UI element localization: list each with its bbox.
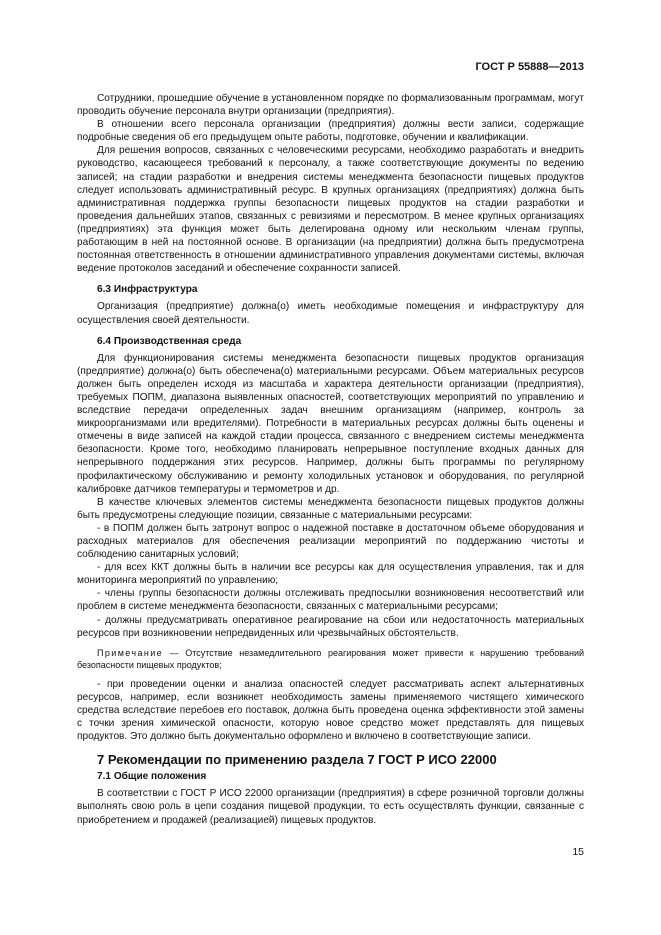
list-item: - члены группы безопасности должны отслеживать предпосылки возникновения несоответствий или проблем в системе менеджмента безопасности, связанных с материальными ресурсами; <box>77 588 584 613</box>
note <box>77 647 584 671</box>
paragraph-material-resources: Для функционирования системы менеджмента безопасности пищевых продуктов организация (предприятие) должна(о) быть обеспечена(о) материальными ресурсами. Объем материальных ресурсов должен быть определен исходя из масштаба и характера деятельности организации (предприятия), требуемых ПОПМ, диапазона выявленных опасностей, соответствующих мероприятий по управлению и вследствие передачи определенных задач внешним организациям (например, контроль за микроорганизмами или вредителями). Потребности в материальных ресурсах должны быть оценены и отмечены в виде записей на каждой стадии процесса, связанного с внедрением системы менеджмента безопасности. Кроме того, необходимо планировать непрерывное поступление входных данных для непрерывного поддержания этих ресурсов. Например, должны быть программы по регулярному профилактическому обслуживанию и ремонту холодильных установок и оборудования, по регулярной калибровке датчиков температуры и термометров и др. <box>77 352 584 495</box>
section-6-4-heading: 6.4 Производственная среда <box>97 335 242 347</box>
paragraph-infrastructure: Организация (предприятие) должна(о) иметь необходимые помещения и инфраструктуру для осуществления своей деятельности. <box>77 301 584 326</box>
note-label: Примечание <box>97 647 164 658</box>
section-7-1-heading: 7.1 Общие положения <box>97 771 207 783</box>
page-content <box>77 92 584 827</box>
list-item: - для всех ККТ должны быть в наличии все ресурсы как для осуществления управления, так и для мониторинга мероприятий по управлению; <box>77 562 584 587</box>
paragraph-key-elements: В качестве ключевых элементов системы менеджмента безопасности пищевых продуктов должны быть предусмотрены следующие позиции, связанные с материальными ресурсами: <box>77 496 584 521</box>
list-item: - при проведении оценки и анализа опасностей следует рассматривать аспект альтернативных ресурсов, например, если возникнет необходимость замены применяемого чистящего химического средства вследствие перебоев его поставок, должна быть проведена оценка эффективности этой замены с точки зрения химической опасности, которую новое средство может представлять для пищевых продуктов. Это должно быть документально оформлено и включено в соответствующие записи. <box>77 678 584 743</box>
list-item: - в ПОПМ должен быть затронут вопрос о надежной поставке в достаточном объеме оборудования и расходных материалов для обеспечения реализации мероприятий по поддержанию чистоты и соблюдению санитарных условий; <box>77 522 584 561</box>
page-number: 15 <box>572 846 584 858</box>
section-6-3-heading: 6.3 Инфраструктура <box>97 284 198 296</box>
paragraph-personnel-records: В отношении всего персонала организации (предприятия) должны вести записи, содержащие подробные сведения об его предыдущем опыте работы, подготовке, обучении и квалификации. <box>77 119 584 144</box>
paragraph-human-resources: Для решения вопросов, связанных с человеческими ресурсами, необходимо разработать и внедрить руководство, касающееся требований к персоналу, а также соответствующие документы по ведению записей; на стадии разработки и внедрения системы менеджмента безопасности пищевых продуктов следует использовать административный ресурс. В крупных организациях (предприятиях) должна быть административная поддержка группы безопасности пищевых продуктов на стадии разработки и проведения дальнейших этапов, связанных с ревизиями и пересмотром. В менее крупных организациях (предприятиях) эта функция может быть делегирована одному или нескольким членам группы, работающим в ней на постоянной основе. В организации (на предприятии) должна быть предусмотрена постоянная ответственность в отношении административного управления документами системы, включая ведение протоколов заседаний и обеспечение сохранности записей. <box>77 145 584 275</box>
page-header: ГОСТ Р 55888—2013 <box>475 61 584 73</box>
section-7-heading: 7 Рекомендации по применению раздела 7 ГОСТ Р ИСО 22000 <box>97 752 497 768</box>
paragraph-trained-staff: Сотрудники, прошедшие обучение в установленном порядке по формализованным программам, могут проводить обучение персонала внутри организации (предприятия). <box>77 93 584 118</box>
list-item: - должны предусматривать оперативное реагирование на сбои или недостаточность материальных ресурсов при возникновении непредвиденных или чрезвычайных обстоятельств. <box>77 614 584 639</box>
note-text: — Отсутствие незамедлительного реагирования может привести к нарушению требований безопасности пищевых продуктов; <box>77 647 584 670</box>
paragraph-general-provisions: В соответствии с ГОСТ Р ИСО 22000 организации (предприятия) в сфере розничной торговли должны выполнять свою роль в цепи создания пищевой продукции, то есть осуществлять функции, связанные с приобретением и продажей (реализацией) пищевых продуктов. <box>77 788 584 826</box>
